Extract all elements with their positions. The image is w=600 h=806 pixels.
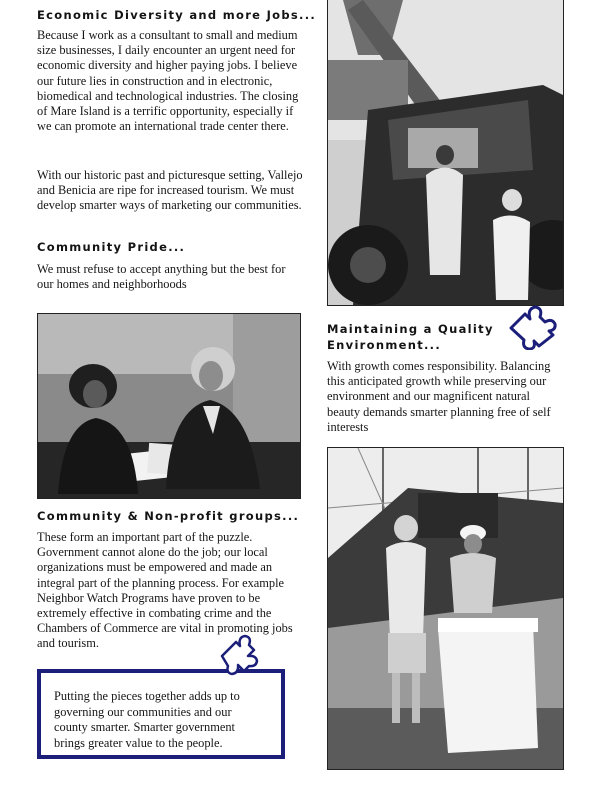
puzzle-piece-icon [505, 300, 561, 350]
economic-paragraph-2: With our historic past and picturesque setting, Vallejo and Benicia are ripe for increased tourism. We must develop smarter ways of marketing our communities. [37, 168, 303, 213]
environment-heading-line-2: Environment... [327, 338, 442, 352]
environment-heading-line-1: Maintaining a Quality [327, 322, 494, 336]
economic-paragraph-1: Because I work as a consultant to small and medium size businesses, I daily encounter an urgent need for economic diversity and higher paying jobs. I believe our future lies in construction and in electronic, biomedical and technological industries. The closing of Mare Island is a terrific opportunity, especially if we can promote an international trade center there. [37, 28, 299, 134]
puzzle-piece-icon [218, 634, 268, 678]
harbor-photo [327, 447, 564, 770]
construction-photo [327, 0, 564, 306]
pride-heading: Community Pride... [37, 240, 186, 254]
economic-heading: Economic Diversity and more Jobs... [37, 8, 317, 22]
meeting-photo [37, 313, 301, 499]
nonprofit-paragraph: These form an important part of the puzzle. Government cannot alone do the job; our local organizations must be empowered and made an integral part of the planning process. For example Neighbor Watch Programs have proven to be extremely effective in combating crime and the Chambers of Commerce are vital in promoting jobs and tourism. [37, 530, 293, 651]
nonprofit-heading: Community & Non-profit groups... [37, 509, 300, 523]
callout-text: Putting the pieces together adds up to governing our communities and our county smarter. Smarter government brings greater value to the people. [54, 689, 240, 750]
environment-paragraph: With growth comes responsibility. Balancing this anticipated growth while preserving our environment and our magnificent natural beauty demands smarter planning free of self interests [327, 359, 551, 434]
pride-paragraph: We must refuse to accept anything but the best for our homes and neighborhoods [37, 262, 286, 292]
callout-box [37, 669, 285, 759]
